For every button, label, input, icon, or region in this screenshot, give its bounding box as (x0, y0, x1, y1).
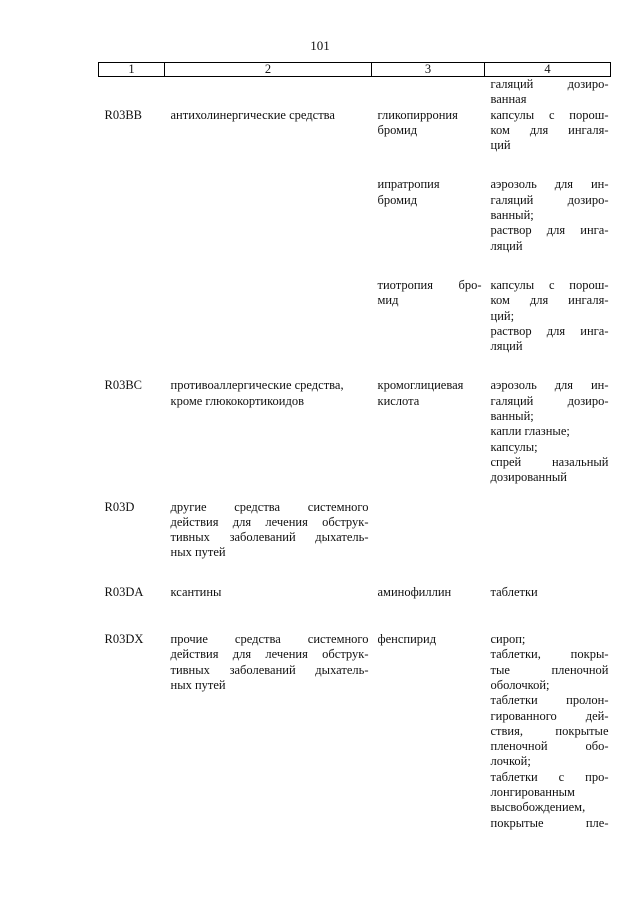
dosage-form-cell: таблетки (490, 584, 538, 599)
atc-code-cell: R03D (104, 499, 135, 514)
drug-table (98, 62, 611, 831)
atc-code-cell: R03DX (104, 632, 144, 647)
drug-name-cell: тиотропия бро- мид (377, 277, 482, 308)
dosage-form-cell (485, 77, 611, 108)
dosage-form-cell: сироп; таблетки, покры- тые пленочной оболочкой; таблетки пролон- гированного дей- ствия, покрытые пленочной обо- лочкой; таблетки с про- лонгированным высвобождением, покрытые пле- (490, 632, 609, 830)
drug-name-cell: фенспирид (377, 632, 437, 647)
table-row (99, 486, 611, 561)
table-row (99, 108, 611, 154)
group-name-cell: ксантины (170, 584, 222, 599)
table-row (99, 153, 611, 253)
drug-name-cell: гликопиррония бромид (377, 107, 458, 137)
table-row-continuation (99, 77, 611, 108)
drug-name-cell: ипратропия бромид (377, 177, 440, 207)
table-header-row (99, 63, 611, 77)
group-name-cell: другие средства системного действия для лечения обструк- тивных заболеваний дыхатель- ных путей (170, 499, 369, 560)
text-line: ванная (490, 92, 527, 107)
table-row (99, 254, 611, 354)
group-name-cell: противоаллергические средства, кроме глюкокортикоидов (170, 378, 344, 408)
column-header-2: 2 (165, 63, 372, 77)
table-row (99, 561, 611, 600)
column-header-3: 3 (372, 63, 485, 77)
drug-name-cell: аминофиллин (377, 584, 452, 599)
atc-code-cell: R03DA (104, 584, 144, 599)
column-header-1: 1 (99, 63, 165, 77)
table-row (99, 600, 611, 831)
group-name-cell: антихолинергические средства (170, 107, 335, 122)
dosage-form-cell: аэрозоль для ин- галяций дозиро- ванный; капли глазные; капсулы; спрей назальный дозированный (490, 378, 609, 485)
column-header-4: 4 (485, 63, 611, 77)
dosage-form-cell: капсулы с порош- ком для ингаля- ций (490, 107, 609, 153)
text-line: галяций дозиро- (490, 77, 609, 91)
dosage-form-cell: капсулы с порош- ком для ингаля- ций; раствор для инга- ляций (490, 277, 609, 354)
drug-name-cell: кромоглициевая кислота (377, 378, 464, 408)
atc-code-cell: R03BB (104, 107, 143, 122)
dosage-form-cell: аэрозоль для ин- галяций дозиро- ванный; раствор для инга- ляций (490, 177, 609, 253)
group-name-cell: прочие средства системного действия для лечения обструк- тивных заболеваний дыхатель- ных путей (170, 632, 369, 692)
table-row (99, 354, 611, 485)
atc-code-cell: R03BC (104, 378, 143, 393)
page-number: 101 (310, 38, 330, 53)
